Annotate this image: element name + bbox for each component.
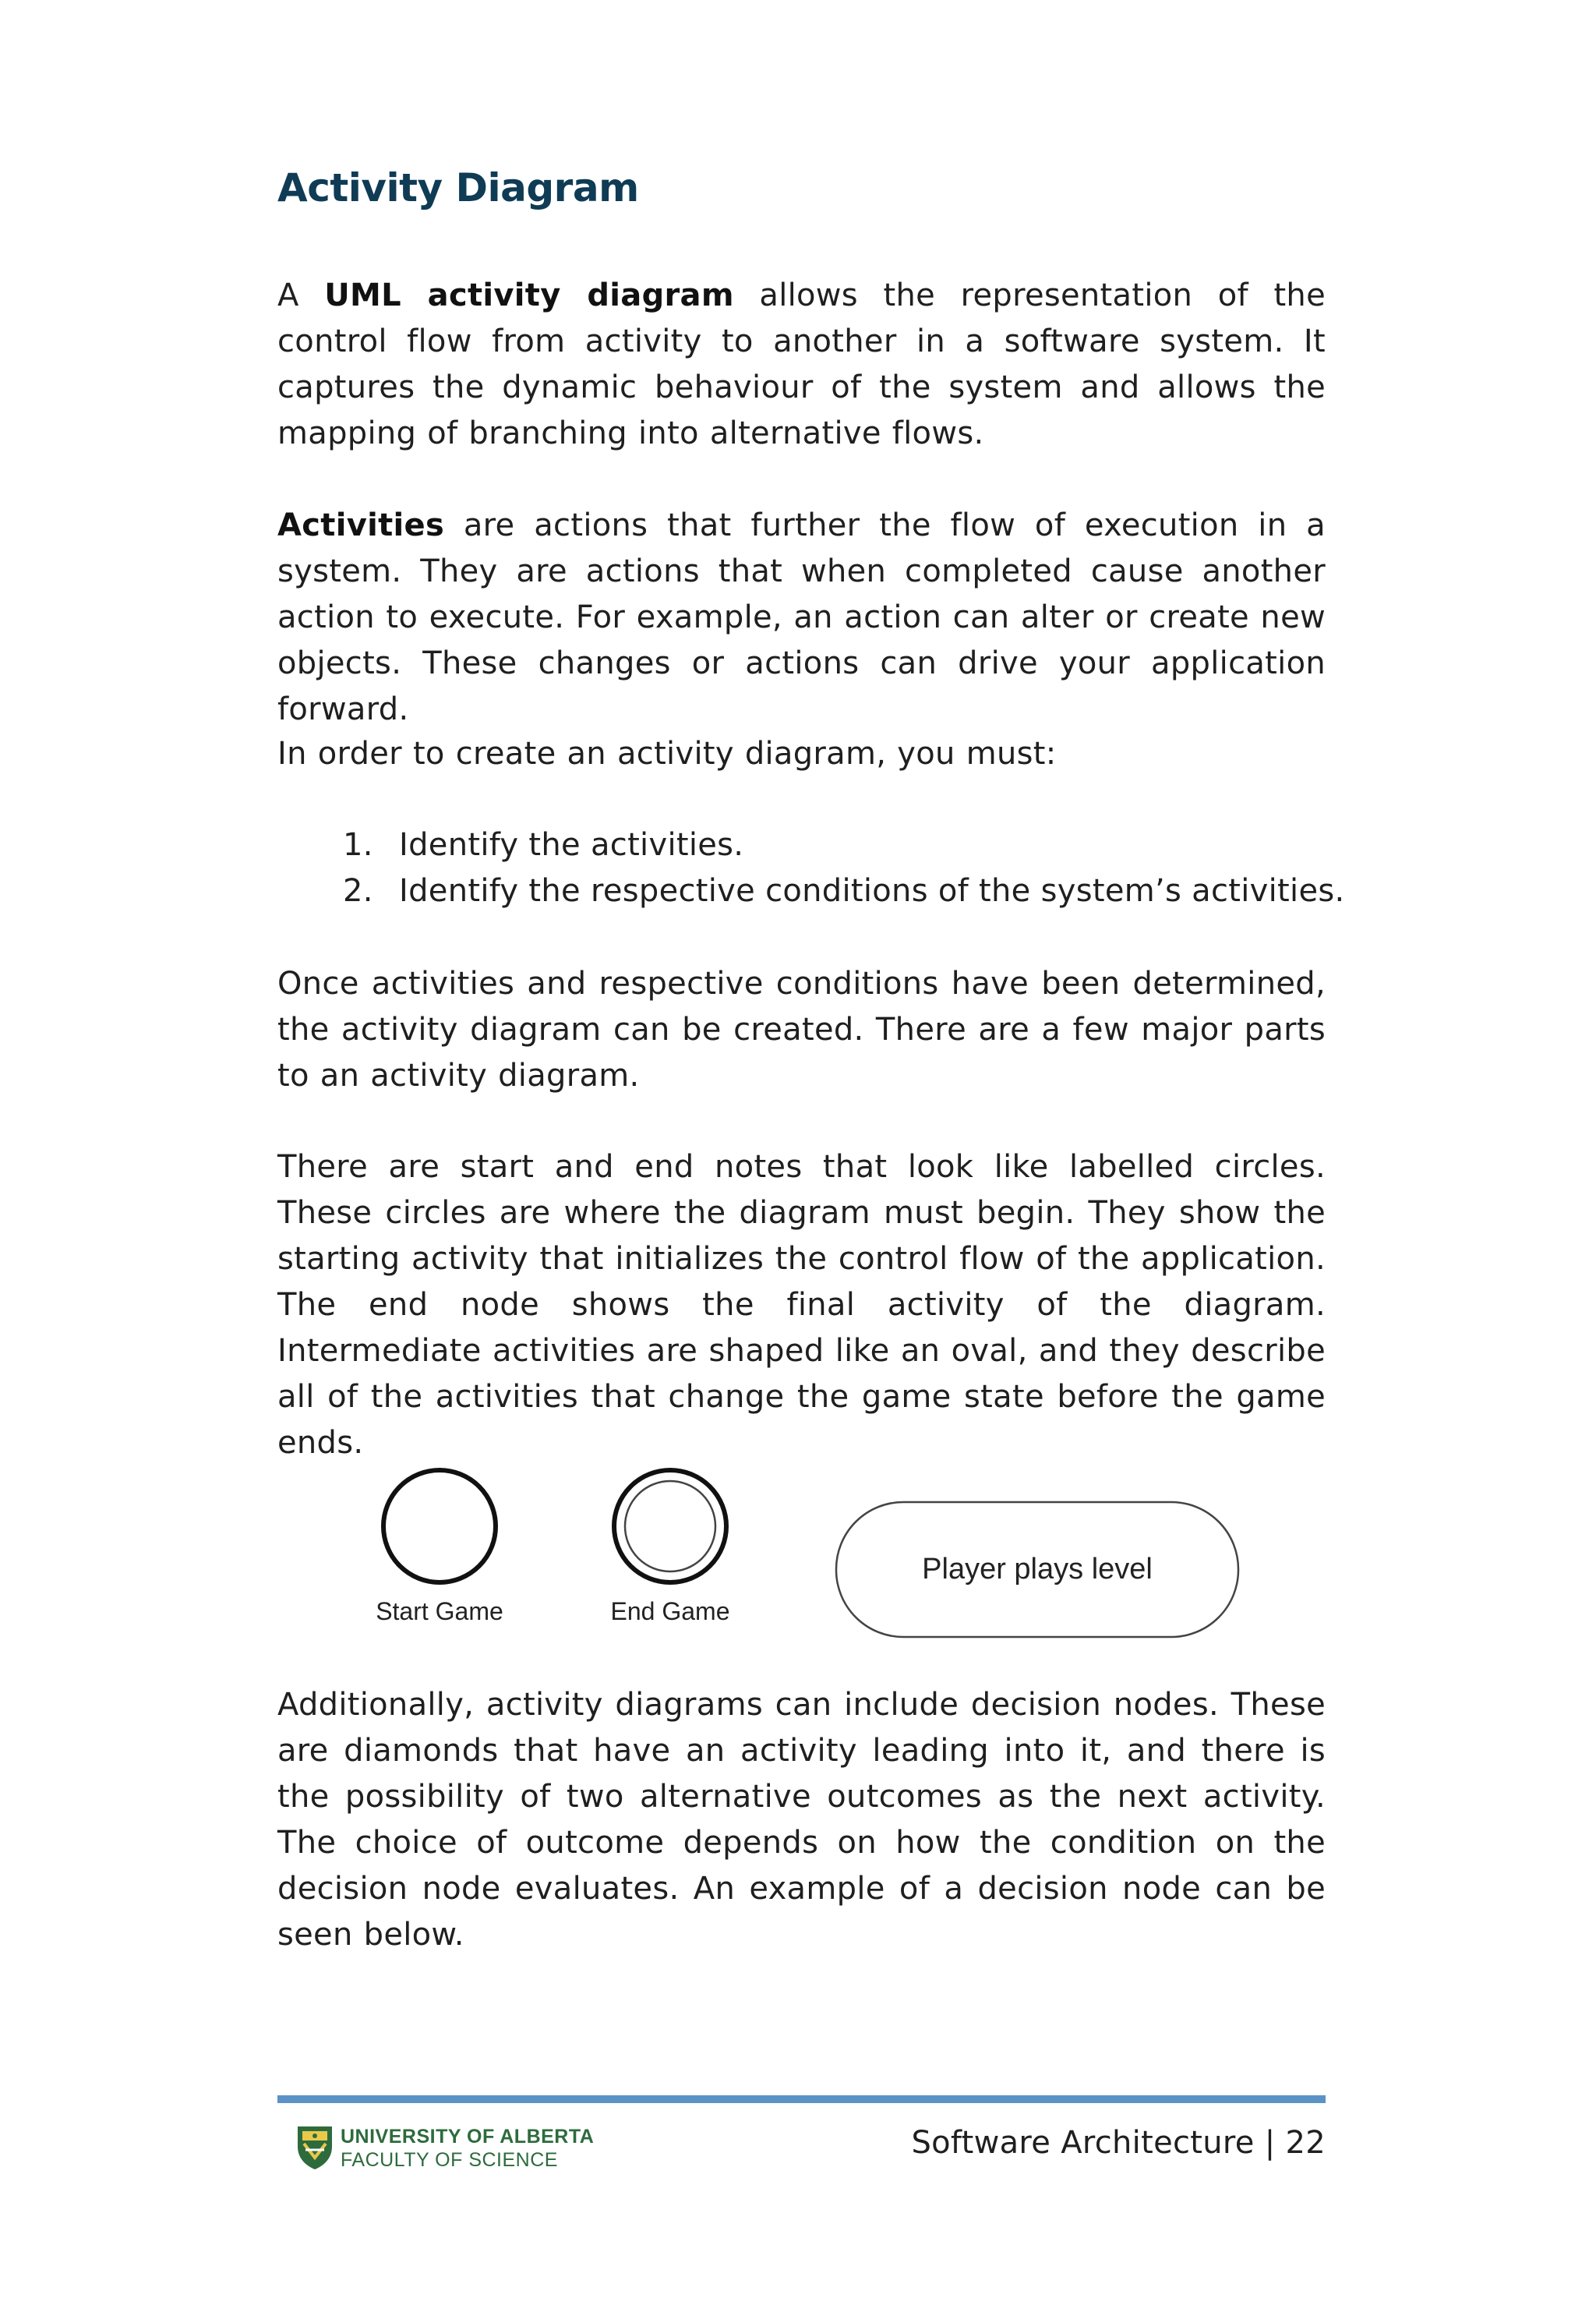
- start-node-circle: [383, 1470, 496, 1582]
- nodes-paragraph: There are start and end notes that look like labelled circles. These circles are where the diagram must begin. They show the starting activity that initializes the control flow of the application. The end node shows the final activity of the diagram. Intermediate activities are shaped like an oval, and they describe all of the activities that change the game state before the game ends.: [277, 1149, 1326, 1461]
- course-page-number: Software Architecture | 22: [911, 2125, 1326, 2161]
- steps-intro: In order to create an activity diagram, you must:: [277, 736, 1057, 772]
- list-item: [343, 822, 1345, 868]
- activity-node-figure: [366, 1458, 1262, 1653]
- determined-paragraph: Once activities and respective conditions have been determined, the activity diagram can be created. There are a few major parts to an activity diagram.: [277, 966, 1326, 1094]
- step-text: Identify the respective conditions of the system’s activities.: [399, 873, 1345, 909]
- step-number: 1.: [343, 827, 373, 863]
- intro-prefix: A: [277, 278, 325, 313]
- activity-oval-label: Player plays level: [922, 1553, 1153, 1586]
- faculty-name: FACULTY OF SCIENCE: [341, 2149, 558, 2171]
- end-node-inner-circle: [625, 1481, 715, 1571]
- activities-paragraph: [277, 503, 1326, 733]
- start-node-label: Start Game: [376, 1597, 503, 1625]
- list-item: [343, 868, 1345, 914]
- university-name: UNIVERSITY OF ALBERTA: [341, 2126, 595, 2148]
- university-shield-icon: [295, 2123, 335, 2172]
- step-number: 2.: [343, 873, 373, 909]
- intro-paragraph: [277, 273, 1326, 457]
- steps-list: [343, 822, 1345, 914]
- page-title: Activity Diagram: [277, 165, 639, 210]
- step-text: Identify the activities.: [399, 827, 744, 863]
- footer-rule: [277, 2095, 1326, 2103]
- decision-paragraph: Additionally, activity diagrams can include decision nodes. These are diamonds that have an activity leading into it, and there is the possibility of two alternative outcomes as the next activity. The choice of outcome depends on how the condition on the decision node evaluates. An example of a decision node can be seen below.: [277, 1687, 1326, 1953]
- end-node-outer-circle: [614, 1470, 726, 1582]
- intro-term: UML activity diagram: [324, 278, 734, 313]
- intro-text: allows the representation of the control flow from activity to another in a software system. It captures the dynamic behaviour of the system and allows the mapping of branching into alternative flows.: [277, 278, 1326, 451]
- activities-text: are actions that further the flow of execution in a system. They are actions that when completed cause another action to execute. For example, an action can alter or create new objects. These changes or actions can drive your application forward.: [277, 507, 1326, 727]
- activities-term: Activities: [277, 507, 445, 543]
- end-node-label: End Game: [610, 1597, 730, 1625]
